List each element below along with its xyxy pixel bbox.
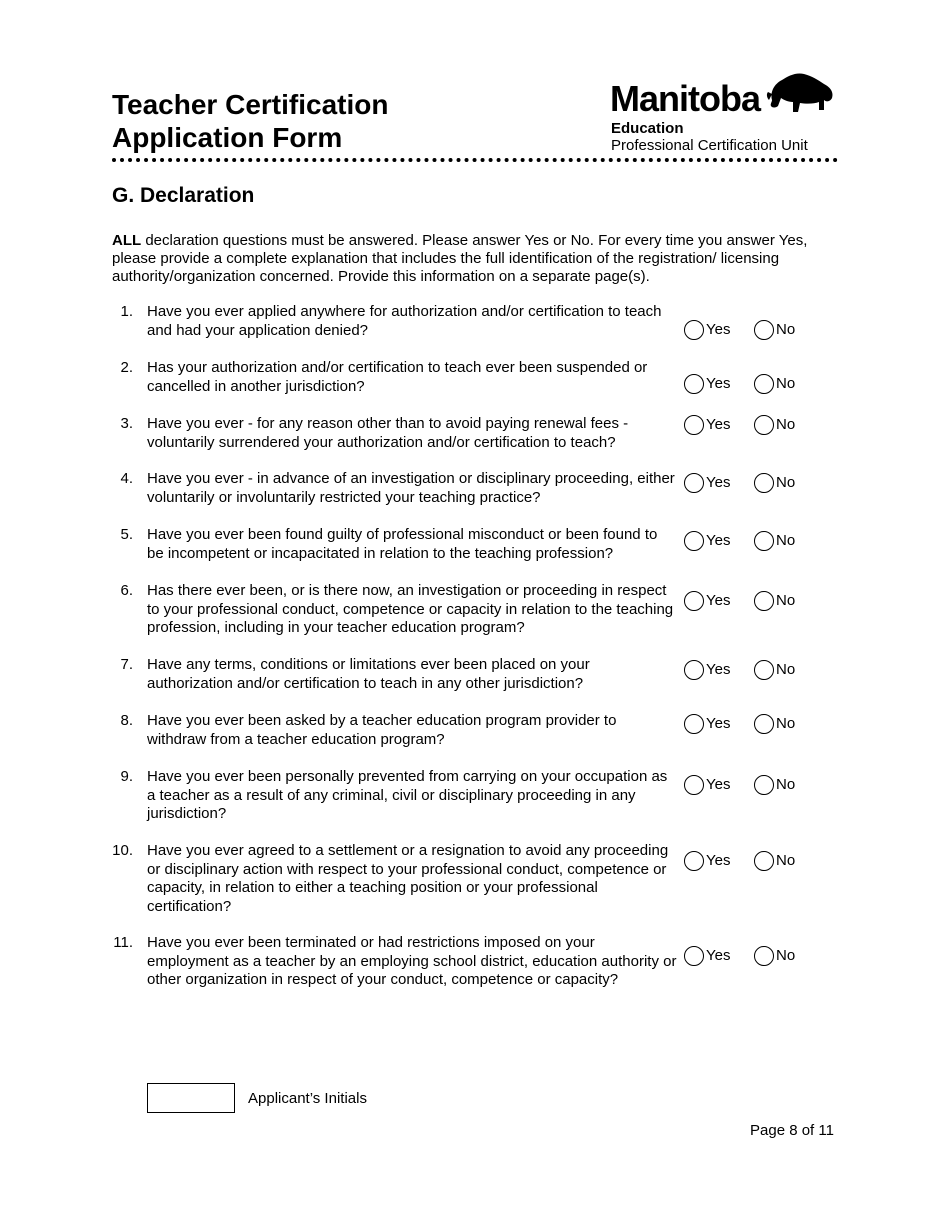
radio-circle-icon[interactable] — [754, 374, 774, 394]
radio-circle-icon[interactable] — [684, 851, 704, 871]
yes-label: Yes — [706, 415, 731, 433]
question-number: 7. — [120, 656, 133, 673]
header-divider — [112, 158, 838, 162]
no-label: No — [776, 591, 796, 609]
no-label: No — [776, 531, 796, 549]
radio-circle-icon[interactable] — [684, 591, 704, 611]
question-6-yes-radio[interactable] — [684, 591, 730, 611]
no-label: No — [776, 320, 796, 338]
question-text: Has your authorization and/or certification to teach ever been suspended or cancelled in another jurisdiction? — [147, 359, 648, 395]
question-text: Have you ever applied anywhere for authorization and/or certification to teach and had your application denied? — [147, 303, 662, 339]
applicant-initials-label: Applicant’s Initials — [248, 1090, 367, 1107]
radio-circle-icon[interactable] — [754, 591, 774, 611]
no-label: No — [776, 851, 796, 869]
logo-department: Education — [611, 120, 684, 137]
question-1-yes-radio[interactable] — [684, 320, 730, 340]
question-text: Have you ever - in advance of an investigation or disciplinary proceeding, either voluntarily or involuntarily restricted your teaching practice? — [147, 470, 675, 506]
bison-icon — [764, 70, 836, 118]
question-text: Have you ever agreed to a settlement or a resignation to avoid any proceeding or disciplinary action with respect to your professional conduct, competence or capacity, in relation to either a teaching position or your professional certification? — [147, 842, 669, 915]
radio-circle-icon[interactable] — [684, 714, 704, 734]
radio-circle-icon[interactable] — [684, 531, 704, 551]
instructions-emphasis: ALL — [112, 232, 142, 249]
question-text: Have you ever been terminated or had restrictions imposed on your employment as a teacher by an employing school district, education authority or other organization in respect of your conduct, competence or capacity? — [147, 934, 677, 988]
question-text: Have you ever - for any reason other than to avoid paying renewal fees - voluntarily surrendered your authorization and/or certification to teach? — [147, 415, 629, 451]
question-number: 1. — [120, 303, 133, 320]
question-8-no-radio[interactable] — [754, 714, 795, 734]
question-9-yes-radio[interactable] — [684, 775, 730, 795]
radio-circle-icon[interactable] — [754, 473, 774, 493]
question-number: 2. — [120, 359, 133, 376]
no-label: No — [776, 415, 796, 433]
question-number: 4. — [120, 470, 133, 487]
yes-label: Yes — [706, 660, 731, 678]
no-label: No — [776, 946, 796, 964]
question-7-no-radio[interactable] — [754, 660, 795, 680]
radio-circle-icon[interactable] — [684, 415, 704, 435]
question-text: Have any terms, conditions or limitations ever been placed on your authorization and/or certification to teach in any other jurisdiction? — [147, 656, 590, 692]
instructions — [112, 232, 844, 286]
yes-label: Yes — [706, 320, 731, 338]
radio-circle-icon[interactable] — [754, 946, 774, 966]
question-3-yes-radio[interactable] — [684, 415, 730, 435]
question-number: 5. — [120, 526, 133, 543]
question-10-yes-radio[interactable] — [684, 851, 730, 871]
radio-circle-icon[interactable] — [684, 320, 704, 340]
form-title-line2: Application Form — [112, 122, 343, 153]
question-1-no-radio[interactable] — [754, 320, 795, 340]
question-number: 10. — [112, 842, 133, 859]
applicant-initials-field[interactable] — [147, 1083, 235, 1113]
yes-label: Yes — [706, 531, 731, 549]
form-title-line1: Teacher Certification — [112, 89, 389, 120]
instructions-text: declaration questions must be answered. Please answer Yes or No. For every time you answer Yes, please provide a complete explanation that includes the full identification of the registration/ licensing authority/organization concerned. Provide this information on a separate page(s). — [112, 232, 808, 285]
question-number: 8. — [120, 712, 133, 729]
yes-label: Yes — [706, 714, 731, 732]
no-label: No — [776, 775, 796, 793]
question-8-yes-radio[interactable] — [684, 714, 730, 734]
question-text: Has there ever been, or is there now, an investigation or proceeding in respect to your professional conduct, competence or capacity in relation to the teaching profession, including in your teacher education program? — [147, 582, 674, 636]
question-text: Have you ever been asked by a teacher education program provider to withdraw from a teacher education program? — [147, 712, 617, 748]
question-text: Have you ever been personally prevented from carrying on your occupation as a teacher as a result of any criminal, civil or disciplinary proceeding in any jurisdiction? — [147, 768, 668, 822]
radio-circle-icon[interactable] — [754, 320, 774, 340]
yes-label: Yes — [706, 946, 731, 964]
question-5-yes-radio[interactable] — [684, 531, 730, 551]
manitoba-logo — [610, 70, 840, 158]
question-6-no-radio[interactable] — [754, 591, 795, 611]
yes-label: Yes — [706, 473, 731, 491]
radio-circle-icon[interactable] — [754, 775, 774, 795]
question-10-no-radio[interactable] — [754, 851, 795, 871]
question-4-no-radio[interactable] — [754, 473, 795, 493]
question-4-yes-radio[interactable] — [684, 473, 730, 493]
question-number: 11. — [113, 934, 133, 951]
logo-unit: Professional Certification Unit — [611, 137, 808, 154]
radio-circle-icon[interactable] — [754, 851, 774, 871]
radio-circle-icon[interactable] — [684, 946, 704, 966]
no-label: No — [776, 714, 796, 732]
yes-label: Yes — [706, 851, 731, 869]
radio-circle-icon[interactable] — [754, 660, 774, 680]
question-number: 6. — [120, 582, 133, 599]
radio-circle-icon[interactable] — [684, 775, 704, 795]
question-11-yes-radio[interactable] — [684, 946, 730, 966]
radio-circle-icon[interactable] — [684, 473, 704, 493]
question-number: 9. — [120, 768, 133, 785]
no-label: No — [776, 374, 796, 392]
form-title — [112, 88, 388, 154]
no-label: No — [776, 473, 796, 491]
question-9-no-radio[interactable] — [754, 775, 795, 795]
page-number: Page 8 of 11 — [750, 1122, 834, 1139]
section-heading: G. Declaration — [112, 184, 255, 207]
question-number: 3. — [120, 415, 133, 432]
no-label: No — [776, 660, 796, 678]
radio-circle-icon[interactable] — [754, 531, 774, 551]
question-2-no-radio[interactable] — [754, 374, 795, 394]
question-2-yes-radio[interactable] — [684, 374, 730, 394]
question-3-no-radio[interactable] — [754, 415, 795, 435]
yes-label: Yes — [706, 591, 731, 609]
question-text: Have you ever been found guilty of professional misconduct or been found to be incompetent or incapacitated in relation to the teaching profession? — [147, 526, 658, 562]
question-5-no-radio[interactable] — [754, 531, 795, 551]
radio-circle-icon[interactable] — [754, 415, 774, 435]
question-11-no-radio[interactable] — [754, 946, 795, 966]
question-7-yes-radio[interactable] — [684, 660, 730, 680]
logo-wordmark: Manitoba — [610, 78, 760, 119]
radio-circle-icon[interactable] — [684, 374, 704, 394]
radio-circle-icon[interactable] — [754, 714, 774, 734]
yes-label: Yes — [706, 374, 731, 392]
radio-circle-icon[interactable] — [684, 660, 704, 680]
yes-label: Yes — [706, 775, 731, 793]
